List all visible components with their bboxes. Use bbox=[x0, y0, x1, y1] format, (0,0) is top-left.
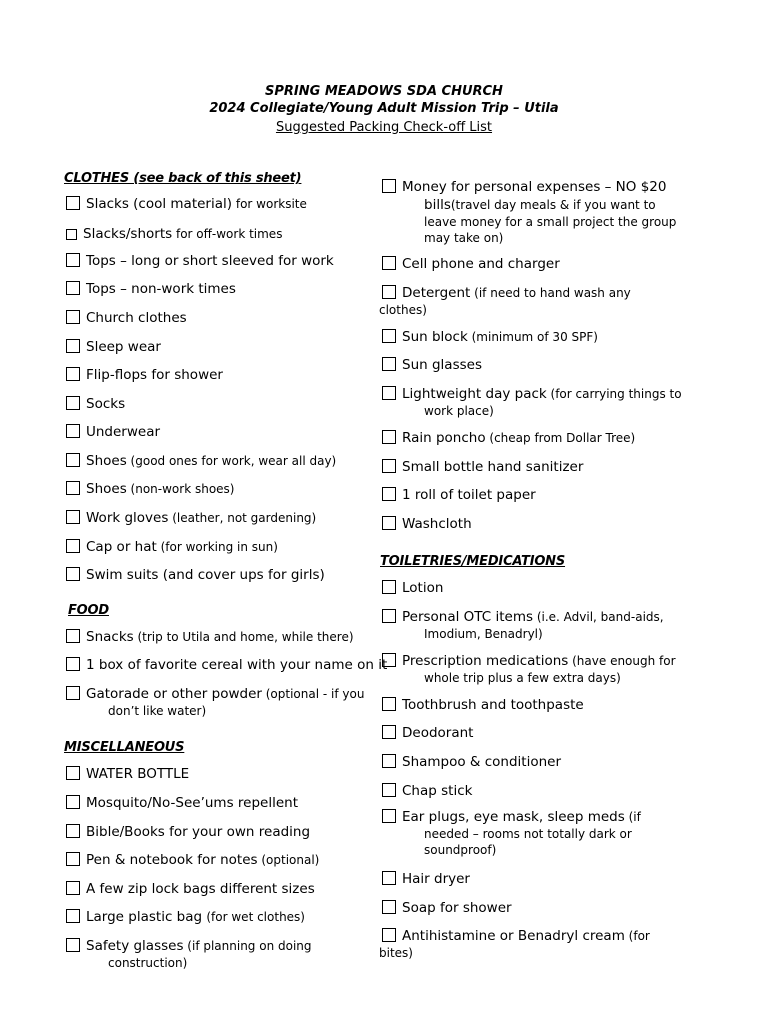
checkbox[interactable] bbox=[382, 609, 396, 623]
item-label-cont: bills bbox=[424, 197, 451, 213]
item-note: (for wet clothes) bbox=[206, 910, 305, 924]
item-note: (if bbox=[624, 810, 641, 824]
item-label: Large plastic bag bbox=[86, 909, 207, 925]
checklist-item[interactable] bbox=[66, 765, 366, 783]
item-label: Shoes bbox=[86, 481, 127, 497]
item-label: Toothbrush and toothpaste bbox=[402, 697, 584, 713]
item-label: Deodorant bbox=[402, 725, 474, 741]
checkbox[interactable] bbox=[382, 754, 396, 768]
item-note: (optional - if you bbox=[261, 687, 365, 701]
item-label: Bible/Books for your own reading bbox=[86, 824, 311, 840]
checkbox[interactable] bbox=[66, 686, 80, 700]
item-label: Money for personal expenses – NO $20 bbox=[402, 179, 667, 195]
checklist-item[interactable] bbox=[66, 851, 366, 869]
section-heading-clothes: CLOTHES (see back of this sheet) bbox=[64, 171, 302, 186]
item-note: (good ones for work, wear all day) bbox=[126, 454, 337, 468]
checkbox[interactable] bbox=[66, 938, 80, 952]
item-label: Sun block bbox=[402, 329, 468, 345]
checklist-item[interactable] bbox=[66, 685, 366, 719]
item-label: Antihistamine or Benadryl cream bbox=[402, 928, 625, 944]
item-label: Lotion bbox=[402, 580, 444, 596]
checkbox[interactable] bbox=[382, 487, 396, 501]
item-label: Gatorade or other powder bbox=[86, 686, 262, 702]
section-heading-toiletries: TOILETRIES/MEDICATIONS bbox=[380, 554, 566, 569]
checklist-item[interactable] bbox=[382, 696, 682, 714]
checklist-item[interactable] bbox=[382, 458, 682, 476]
item-note-cont: clothes) bbox=[379, 303, 427, 317]
item-label: Work gloves bbox=[86, 510, 169, 526]
checkbox[interactable] bbox=[382, 459, 396, 473]
item-note-cont: construction) bbox=[108, 956, 188, 970]
item-label: Slacks/shorts bbox=[83, 226, 173, 242]
checklist-item[interactable] bbox=[382, 870, 682, 888]
checklist-item[interactable] bbox=[382, 652, 682, 686]
item-note-cont: bites) bbox=[379, 946, 413, 960]
item-label: Socks bbox=[86, 396, 126, 412]
checklist-item[interactable] bbox=[382, 808, 682, 858]
checklist-item[interactable] bbox=[66, 880, 366, 898]
checkbox[interactable] bbox=[382, 329, 396, 343]
checkbox[interactable] bbox=[66, 629, 80, 643]
checkbox[interactable] bbox=[66, 766, 80, 780]
checkbox[interactable] bbox=[66, 909, 80, 923]
item-label: Shampoo & conditioner bbox=[402, 754, 562, 770]
item-note: for off-work times bbox=[172, 227, 283, 241]
item-label: Flip-flops for shower bbox=[86, 367, 223, 383]
checkbox[interactable] bbox=[382, 285, 396, 299]
checkbox[interactable] bbox=[382, 783, 396, 797]
item-note: (non-work shoes) bbox=[126, 482, 235, 496]
item-label: Underwear bbox=[86, 424, 161, 440]
checklist-item[interactable] bbox=[66, 225, 366, 243]
item-note-cont: whole trip plus a few extra days) bbox=[424, 671, 621, 685]
item-note: (i.e. Advil, band-aids, bbox=[533, 610, 664, 624]
checklist-item[interactable] bbox=[382, 429, 682, 447]
checklist-item[interactable] bbox=[66, 480, 366, 498]
checklist-item[interactable] bbox=[66, 338, 366, 356]
checkbox[interactable] bbox=[66, 339, 80, 353]
checklist-item[interactable] bbox=[66, 452, 366, 470]
item-label: Prescription medications bbox=[402, 653, 569, 669]
checklist-item[interactable] bbox=[382, 486, 682, 504]
checkbox[interactable] bbox=[66, 229, 77, 240]
item-label: WATER BOTTLE bbox=[86, 766, 190, 782]
checkbox[interactable] bbox=[382, 809, 396, 823]
item-label: A few zip lock bags different sizes bbox=[86, 881, 315, 897]
item-label: Detergent bbox=[402, 285, 471, 301]
checkbox[interactable] bbox=[66, 281, 80, 295]
trip-title: 2024 Collegiate/Young Adult Mission Trip – Utila bbox=[209, 101, 559, 116]
item-label: Chap stick bbox=[402, 783, 473, 799]
checklist-item[interactable] bbox=[382, 724, 682, 742]
item-note-cont: work place) bbox=[424, 404, 494, 418]
item-note: (trip to Utila and home, while there) bbox=[133, 630, 354, 644]
checklist-item[interactable] bbox=[66, 395, 366, 413]
item-label: Lightweight day pack bbox=[402, 386, 547, 402]
checkbox[interactable] bbox=[382, 928, 396, 942]
checklist-item[interactable] bbox=[382, 782, 682, 800]
item-label: Swim suits (and cover ups for girls) bbox=[86, 567, 325, 583]
item-label: Safety glasses bbox=[86, 938, 184, 954]
checklist-item[interactable] bbox=[66, 908, 366, 926]
item-label: Pen & notebook for notes bbox=[86, 852, 258, 868]
item-label: Rain poncho bbox=[402, 430, 486, 446]
checkbox[interactable] bbox=[382, 653, 396, 667]
checkbox[interactable] bbox=[66, 824, 80, 838]
item-note: (if planning on doing bbox=[183, 939, 312, 953]
checklist-item[interactable] bbox=[382, 608, 682, 642]
checkbox[interactable] bbox=[66, 453, 80, 467]
checklist-item[interactable] bbox=[382, 328, 682, 346]
item-label: Soap for shower bbox=[402, 900, 512, 916]
item-note: (for bbox=[624, 929, 650, 943]
item-note-cont: don’t like water) bbox=[108, 704, 207, 718]
checkbox[interactable] bbox=[66, 795, 80, 809]
checkbox[interactable] bbox=[382, 580, 396, 594]
checkbox[interactable] bbox=[66, 539, 80, 553]
checklist-item[interactable] bbox=[66, 509, 366, 527]
item-label: Sun glasses bbox=[402, 357, 482, 373]
item-label: Cap or hat bbox=[86, 539, 157, 555]
checkbox[interactable] bbox=[66, 396, 80, 410]
item-label: Shoes bbox=[86, 453, 127, 469]
checkbox[interactable] bbox=[66, 253, 80, 267]
checklist-item[interactable] bbox=[382, 579, 682, 597]
checkbox[interactable] bbox=[382, 516, 396, 530]
item-label: Hair dryer bbox=[402, 871, 470, 887]
checkbox[interactable] bbox=[66, 852, 80, 866]
checkbox[interactable] bbox=[382, 386, 396, 400]
checklist-item[interactable] bbox=[66, 794, 366, 812]
checklist-item[interactable] bbox=[66, 423, 366, 441]
checkbox[interactable] bbox=[66, 657, 80, 671]
checkbox[interactable] bbox=[66, 510, 80, 524]
checklist-item[interactable] bbox=[66, 628, 366, 646]
checklist-item[interactable] bbox=[66, 538, 366, 556]
checkbox[interactable] bbox=[382, 900, 396, 914]
item-label: Mosquito/No-See’ums repellent bbox=[86, 795, 298, 811]
item-note: (if need to hand wash any bbox=[470, 286, 631, 300]
item-label: Snacks bbox=[86, 629, 134, 645]
checklist-item[interactable] bbox=[66, 823, 366, 841]
checkbox[interactable] bbox=[382, 697, 396, 711]
item-note-cont: leave money for a small project the group bbox=[424, 215, 677, 229]
checkbox[interactable] bbox=[382, 179, 396, 193]
checklist-item[interactable] bbox=[66, 566, 366, 584]
item-note: (have enough for bbox=[568, 654, 676, 668]
checkbox[interactable] bbox=[382, 357, 396, 371]
item-label: Ear plugs, eye mask, sleep meds bbox=[402, 809, 625, 825]
item-note: (for carrying things to bbox=[546, 387, 682, 401]
checklist-item[interactable] bbox=[382, 178, 682, 246]
item-label: Personal OTC items bbox=[402, 609, 534, 625]
checkbox[interactable] bbox=[66, 881, 80, 895]
checkbox[interactable] bbox=[66, 567, 80, 581]
item-note: (optional) bbox=[257, 853, 320, 867]
checklist-item[interactable] bbox=[66, 195, 366, 213]
item-note: for worksite bbox=[232, 197, 307, 211]
item-note: (leather, not gardening) bbox=[168, 511, 317, 525]
item-label: Tops – long or short sleeved for work bbox=[86, 253, 334, 269]
checkbox[interactable] bbox=[382, 256, 396, 270]
checklist-item[interactable] bbox=[379, 284, 682, 318]
checkbox[interactable] bbox=[66, 196, 80, 210]
page-subtitle: Suggested Packing Check-off List bbox=[275, 120, 493, 135]
item-label: Tops – non-work times bbox=[86, 281, 236, 297]
church-name: SPRING MEADOWS SDA CHURCH bbox=[265, 84, 503, 99]
item-note: (for working in sun) bbox=[156, 540, 278, 554]
checkbox[interactable] bbox=[382, 725, 396, 739]
checklist-item[interactable] bbox=[382, 899, 682, 917]
checkbox[interactable] bbox=[66, 367, 80, 381]
item-note-cont: soundproof) bbox=[424, 843, 497, 857]
checkbox[interactable] bbox=[66, 424, 80, 438]
item-label: Church clothes bbox=[86, 310, 187, 326]
checklist-item[interactable] bbox=[379, 927, 682, 961]
item-label: Cell phone and charger bbox=[402, 256, 560, 272]
checklist-item[interactable] bbox=[66, 280, 366, 298]
checklist-item[interactable] bbox=[382, 753, 682, 771]
checklist-item[interactable] bbox=[66, 309, 366, 327]
item-note-cont: needed – rooms not totally dark or bbox=[424, 827, 632, 841]
checklist-item[interactable] bbox=[66, 366, 366, 384]
item-note: (cheap from Dollar Tree) bbox=[485, 431, 636, 445]
section-heading-misc: MISCELLANEOUS bbox=[64, 740, 185, 755]
item-label: Slacks (cool material) bbox=[86, 196, 233, 212]
item-note: (travel day meals & if you want to bbox=[450, 198, 656, 212]
checkbox[interactable] bbox=[382, 430, 396, 444]
checklist-item[interactable] bbox=[66, 252, 366, 270]
item-label: 1 box of favorite cereal with your name on it bbox=[86, 657, 388, 673]
item-note: (minimum of 30 SPF) bbox=[467, 330, 598, 344]
checklist-item[interactable] bbox=[382, 255, 682, 273]
item-label: Sleep wear bbox=[86, 339, 161, 355]
checkbox[interactable] bbox=[382, 871, 396, 885]
checklist-item[interactable] bbox=[382, 515, 682, 533]
section-heading-food: FOOD bbox=[68, 603, 109, 618]
checklist-item[interactable] bbox=[382, 385, 682, 419]
item-label: Small bottle hand sanitizer bbox=[402, 459, 584, 475]
item-note-cont: may take on) bbox=[424, 231, 504, 245]
item-label: 1 roll of toilet paper bbox=[402, 487, 536, 503]
checkbox[interactable] bbox=[66, 481, 80, 495]
checklist-item[interactable] bbox=[66, 656, 388, 674]
checkbox[interactable] bbox=[66, 310, 80, 324]
checklist-item[interactable] bbox=[382, 356, 682, 374]
checklist-item[interactable] bbox=[66, 937, 366, 971]
item-label: Washcloth bbox=[402, 516, 472, 532]
item-note-cont: Imodium, Benadryl) bbox=[424, 627, 543, 641]
